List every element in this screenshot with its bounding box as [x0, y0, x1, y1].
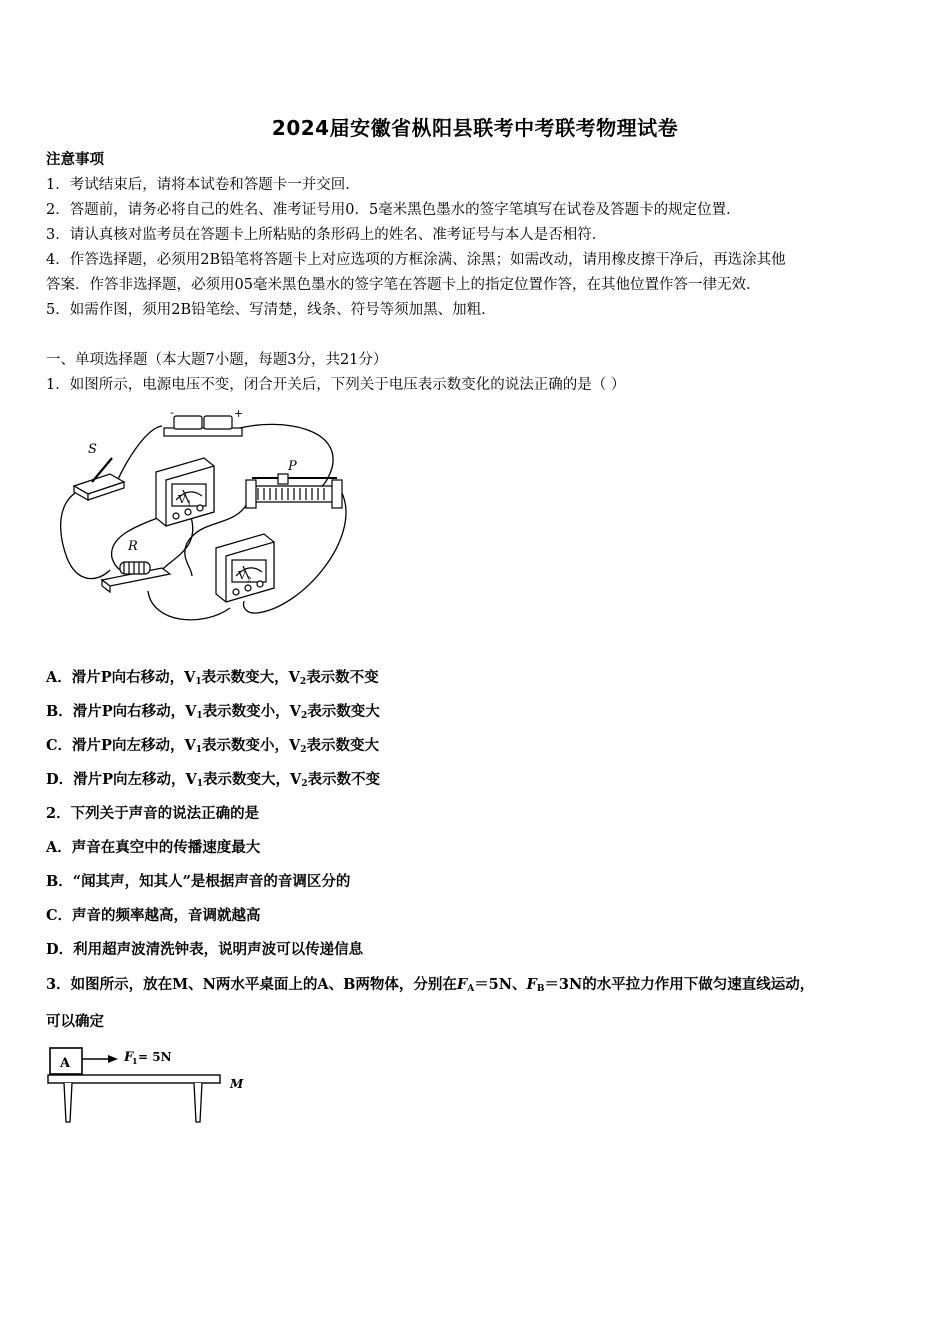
battery-minus-label: -: [170, 408, 174, 419]
switch-icon: [74, 458, 124, 500]
q2-option-d: D．利用超声波清洗钟表，说明声波可以传递信息: [46, 941, 364, 958]
q2-option-b: B．“闻其声，知其人”是根据声音的音调区分的: [46, 873, 351, 890]
notice-item: 3．请认真核对监考员在答题卡上所粘贴的条形码上的姓名、准考证号与本人是否相符．: [46, 227, 607, 243]
battery-icon: [164, 416, 242, 436]
q1-option-c: C．滑片P向左移动，$V_1$表示数变小，$V_2$表示数变大: [46, 737, 379, 755]
notice-item: 4．作答选择题，必须用2B铅笔将答题卡上对应选项的方框涂满、涂黑；如需改动，请用橡皮擦干净后，再选涂其他: [46, 252, 786, 268]
v2-label: V: [238, 569, 246, 582]
notice-item: 1．考试结束后，请将本试卷和答题卡一并交回．: [46, 177, 360, 193]
table-top: [48, 1075, 220, 1083]
force-label: F: [124, 1050, 134, 1065]
notice-item: 5．如需作图，须用2B铅笔绘、写清楚，线条、符号等须加黑、加粗．: [46, 302, 496, 318]
circuit-diagram: [52, 408, 364, 634]
battery-plus-label: +: [234, 408, 244, 420]
resistor-icon: [102, 562, 170, 592]
rheostat-label: P: [288, 459, 297, 474]
v1-label: V: [178, 493, 186, 506]
q2-option-a: A．声音在真空中的传播速度最大: [46, 839, 261, 856]
table-leg-left: [64, 1083, 72, 1122]
switch-label: S: [88, 442, 97, 457]
question-1-stem: 1．如图所示，电源电压不变，闭合开关后，下列关于电压表示数变化的说法正确的是（ ）: [46, 377, 626, 393]
voltmeter-v1-icon: [156, 458, 214, 526]
v2-sub-label: 2: [247, 576, 252, 584]
page-title: 2024届安徽省枞阳县联考中考联考物理试卷: [271, 116, 679, 140]
q1-option-a: A．滑片P向右移动，$V_1$表示数变大，$V_2$表示数不变: [46, 669, 379, 687]
q1-option-b: B．滑片P向右移动，$V_1$表示数变小，$V_2$表示数变大: [46, 703, 380, 721]
q1-option-d: D．滑片P向左移动，$V_1$表示数变大，$V_2$表示数不变: [46, 771, 381, 789]
notice-item: 答案．作答非选择题，必须用05毫米黑色墨水的签字笔在答题卡上的指定位置作答，在其他位置作答一律无效．: [46, 277, 761, 293]
question-2-stem: 2．下列关于声音的说法正确的是: [46, 805, 260, 822]
notice-item: 2．答题前，请务必将自己的姓名、准考证号用0．5毫米黑色墨水的签字笔填写在试卷及答题卡的规定位置．: [46, 202, 741, 218]
table-force-diagram: [44, 1044, 254, 1126]
notice-heading: 注意事项: [46, 151, 104, 168]
force-value: = 5N: [138, 1050, 172, 1064]
voltmeter-v2-icon: [216, 534, 274, 602]
question-3-stem: 3．如图所示，放在M、N两水平桌面上的A、B两物体，分别在$F_A=5N$、$F_B=3N$的水平拉力作用下做匀速直线运动，: [46, 976, 815, 994]
table-label: M: [230, 1077, 244, 1091]
force-arrowhead: [108, 1055, 118, 1063]
v1-sub-label: 1: [187, 500, 192, 508]
question-3-stem-continued: 可以确定: [46, 1013, 104, 1030]
table-leg-right: [194, 1083, 202, 1122]
section-heading: 一、单项选择题（本大题7小题，每题3分，共21分）: [46, 352, 388, 368]
block-label: A: [60, 1056, 71, 1071]
q2-option-c: C．声音的频率越高，音调就越高: [46, 907, 261, 924]
resistor-label: R: [128, 539, 138, 554]
force-sub-label: 1: [132, 1056, 138, 1066]
